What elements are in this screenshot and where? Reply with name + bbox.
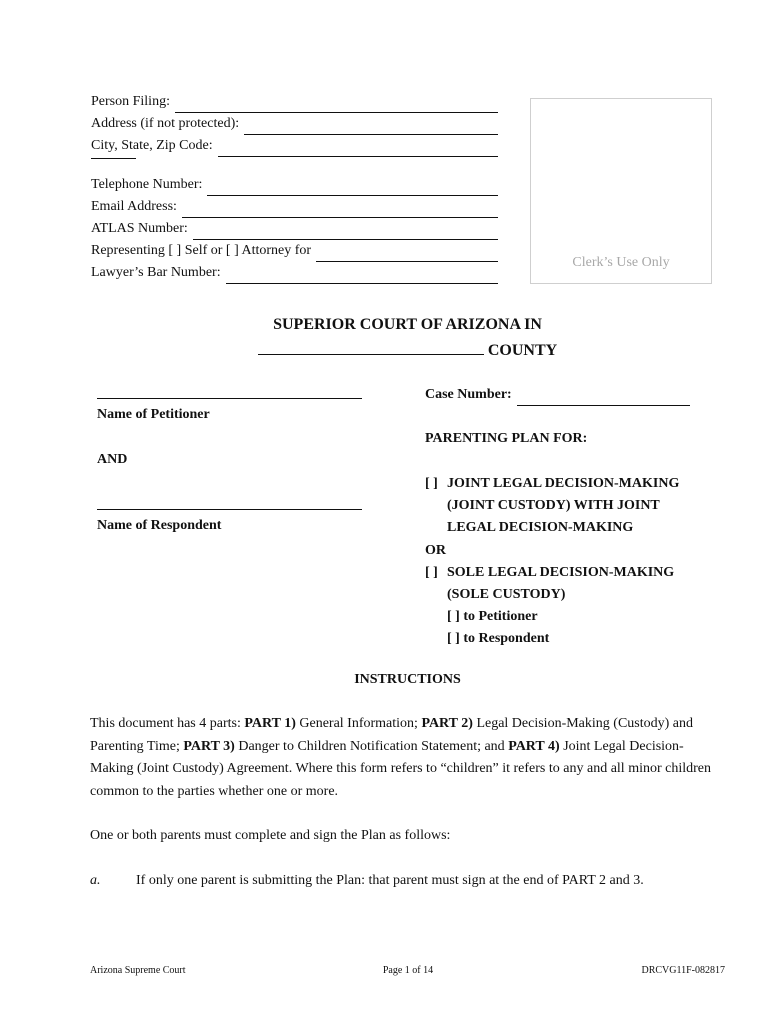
case-number-line — [517, 390, 690, 406]
court-line-1: SUPERIOR COURT OF ARIZONA IN — [273, 316, 542, 333]
city-state-zip-field[interactable] — [91, 135, 498, 157]
footer-page-number: Page 1 of 14 — [382, 965, 434, 976]
field-line — [218, 141, 498, 157]
field-label: Person Filing: — [91, 94, 170, 109]
clerk-use-box — [530, 98, 712, 284]
part3-text: Danger to Children Notification Statement; and — [234, 738, 509, 754]
footer-form-id: DRCVG11F-082817 — [641, 965, 725, 976]
field-label: Representing [ ] Self or [ ] Attorney for — [91, 243, 312, 258]
field-line — [316, 246, 498, 262]
filer-info — [91, 91, 498, 284]
and-label: AND — [97, 452, 128, 467]
telephone-field[interactable] — [91, 174, 498, 196]
court-line-2 — [0, 338, 770, 364]
joint-checkbox[interactable]: [ ] — [425, 476, 438, 491]
case-number-label: Case Number: — [425, 387, 512, 402]
bar-number-field[interactable] — [91, 262, 498, 284]
joint-option-line: LEGAL DECISION-MAKING — [447, 520, 634, 535]
sole-option[interactable] — [425, 562, 725, 650]
part2-text: Legal Decision-Making (Custody) and Parenting Time; — [90, 716, 693, 754]
to-petitioner-option[interactable] — [447, 606, 725, 628]
part1-label: PART 1) — [244, 716, 296, 731]
field-line — [207, 180, 498, 196]
or-label: OR — [425, 543, 446, 558]
county-label: COUNTY — [487, 342, 558, 359]
respondent-line[interactable] — [97, 509, 362, 510]
plan-title: PARENTING PLAN FOR: — [425, 431, 588, 446]
item-a-text: If only one parent is submitting the Plan: that parent must sign at the end of PART 2 and 3. — [136, 873, 644, 888]
item-a-marker: a. — [90, 873, 101, 888]
case-number-field[interactable] — [425, 384, 690, 406]
field-label: Lawyer’s Bar Number: — [91, 265, 221, 280]
instructions-paragraph-1 — [90, 713, 722, 803]
representing-field[interactable] — [91, 240, 498, 262]
part3-label: PART 3) — [183, 738, 235, 754]
field-line — [226, 268, 498, 284]
field-line — [182, 202, 498, 218]
respondent-label: Name of Respondent — [97, 518, 222, 533]
part2-label: PART 2) — [421, 716, 473, 731]
joint-option[interactable] — [425, 473, 725, 539]
intro-text: This document has 4 parts: — [90, 716, 245, 731]
field-label: Email Address: — [91, 199, 177, 214]
sole-checkbox[interactable]: [ ] — [425, 565, 438, 580]
field-label: Telephone Number: — [91, 177, 203, 192]
sole-option-line: SOLE LEGAL DECISION-MAKING — [447, 565, 675, 580]
to-respondent-checkbox[interactable]: [ ] — [447, 631, 460, 646]
field-label: ATLAS Number: — [91, 221, 188, 236]
county-blank[interactable] — [258, 338, 484, 355]
to-respondent-option[interactable] — [447, 628, 725, 650]
part4-text: Joint Legal Decision-Making (Joint Custody) Agreement. Where this form refers to “children” it refers to any and all minor children common to the parties whether one or more. — [90, 738, 712, 799]
joint-option-line: (JOINT CUSTODY) WITH JOINT — [447, 498, 660, 513]
to-petitioner-label: to Petitioner — [463, 609, 538, 624]
field-line — [193, 224, 498, 240]
email-field[interactable] — [91, 196, 498, 218]
instructions-heading: INSTRUCTIONS — [354, 672, 461, 687]
part4-label: PART 4) — [508, 738, 560, 754]
field-line — [244, 119, 498, 135]
part1-text: General Information; — [295, 716, 422, 731]
joint-option-line: JOINT LEGAL DECISION-MAKING — [447, 476, 680, 491]
instructions-paragraph-2: One or both parents must complete and sign the Plan as follows: — [90, 828, 451, 843]
field-label: Address (if not protected): — [91, 116, 240, 131]
field-line — [175, 97, 498, 113]
court-heading — [0, 312, 770, 364]
to-petitioner-checkbox[interactable]: [ ] — [447, 609, 460, 624]
to-respondent-label: to Respondent — [463, 631, 550, 646]
sole-option-line: (SOLE CUSTODY) — [447, 587, 566, 602]
field-label: City, State, Zip Code: — [91, 138, 213, 153]
city-state-zip-continuation-line — [91, 157, 498, 174]
atlas-number-field[interactable] — [91, 218, 498, 240]
petitioner-label: Name of Petitioner — [97, 407, 210, 422]
clerk-use-label: Clerk’s Use Only — [572, 255, 670, 270]
address-field[interactable] — [91, 113, 498, 135]
footer-left: Arizona Supreme Court — [90, 965, 186, 976]
petitioner-line[interactable] — [97, 398, 362, 399]
instructions-item-a — [90, 870, 722, 893]
person-filing-field[interactable] — [91, 91, 498, 113]
